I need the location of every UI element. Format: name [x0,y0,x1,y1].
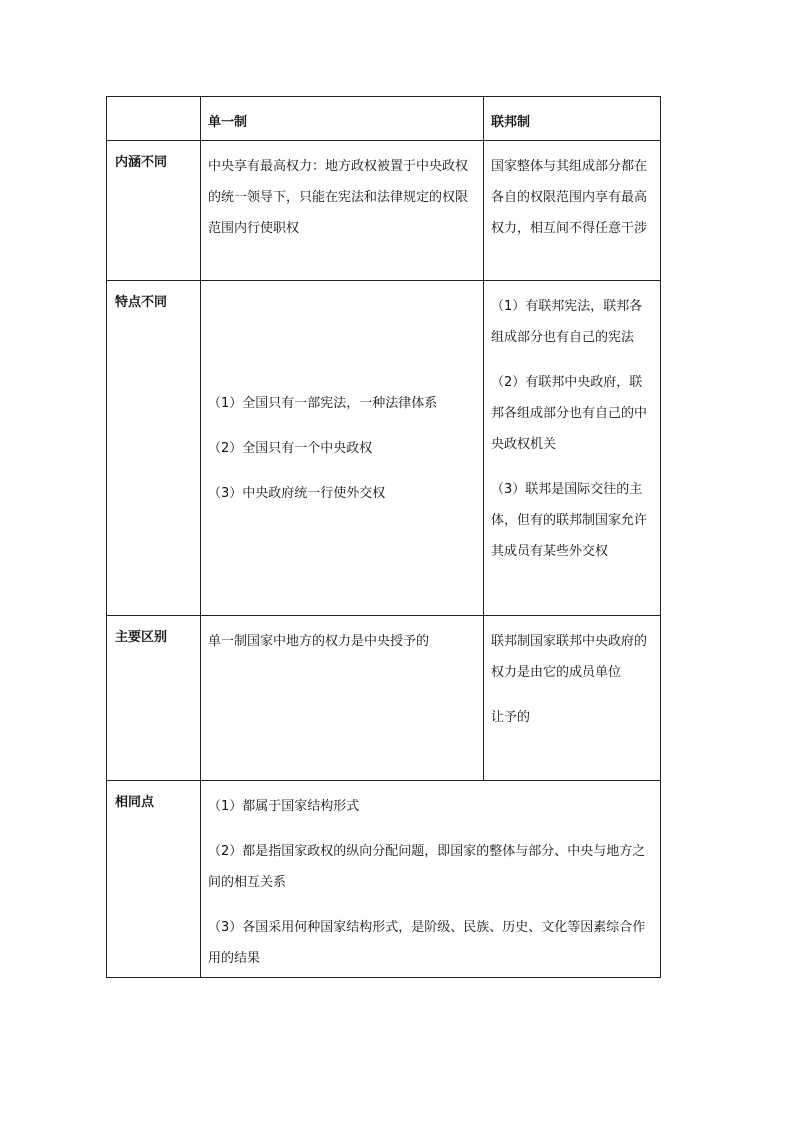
unitary-difference [201,616,484,781]
table-row [107,281,661,616]
cell-text: （2）全国只有一个中央政权 [208,440,373,456]
cell-text: （1）有联邦宪法，联邦各组成部分也有自己的宪法 [491,299,643,345]
cell-text: （3）各国采用何种国家结构形式，是阶级、民族、历史、文化等因素综合作用的结果 [208,920,646,966]
table-row [107,616,661,781]
unitary-features [201,281,484,616]
row-label-similarities: 相同点 [107,781,201,978]
federal-features [484,281,661,616]
table-row [107,141,661,281]
cell-text: 国家整体与其组成部分都在各自的权限范围内享有最高权力，相互间不得任意干涉 [491,159,648,236]
cell-text: 中央享有最高权力：地方政权被置于中央政权的统一领导下，只能在宪法和法律规定的权限范围内行使职权 [208,159,469,236]
cell-text: （1）全国只有一部宪法，一种法律体系 [208,395,438,411]
cell-text: （3）联邦是国际交往的主体，但有的联邦制国家允许其成员有某些外交权 [491,482,648,559]
cell-text: 让予的 [491,710,531,725]
table-row [107,781,661,978]
row-label-features: 特点不同 [107,281,201,616]
cell-text: 单一制国家中地方的权力是中央授予的 [208,634,430,649]
row-label-connotation: 内涵不同 [107,141,201,281]
cell-text: （2）有联邦中央政府，联邦各组成部分也有自己的中央政权机关 [491,375,648,452]
row-label-main-difference: 主要区别 [107,616,201,781]
header-empty [107,97,201,141]
cell-text: （1）都属于国家结构形式 [208,799,360,814]
unitary-connotation [201,141,484,281]
federal-connotation [484,141,661,281]
cell-text: （2）都是指国家政权的纵向分配问题，即国家的整体与部分、中央与地方之间的相互关系 [208,844,646,890]
comparison-table [106,96,661,978]
cell-text: （3）中央政府统一行使外交权 [208,485,386,501]
cell-text: 联邦制国家联邦中央政府的权力是由它的成员单位 [491,634,648,680]
table-header-row [107,97,661,141]
federal-difference [484,616,661,781]
header-unitary: 单一制 [201,97,484,141]
header-federal: 联邦制 [484,97,661,141]
similarities-content [201,781,661,978]
